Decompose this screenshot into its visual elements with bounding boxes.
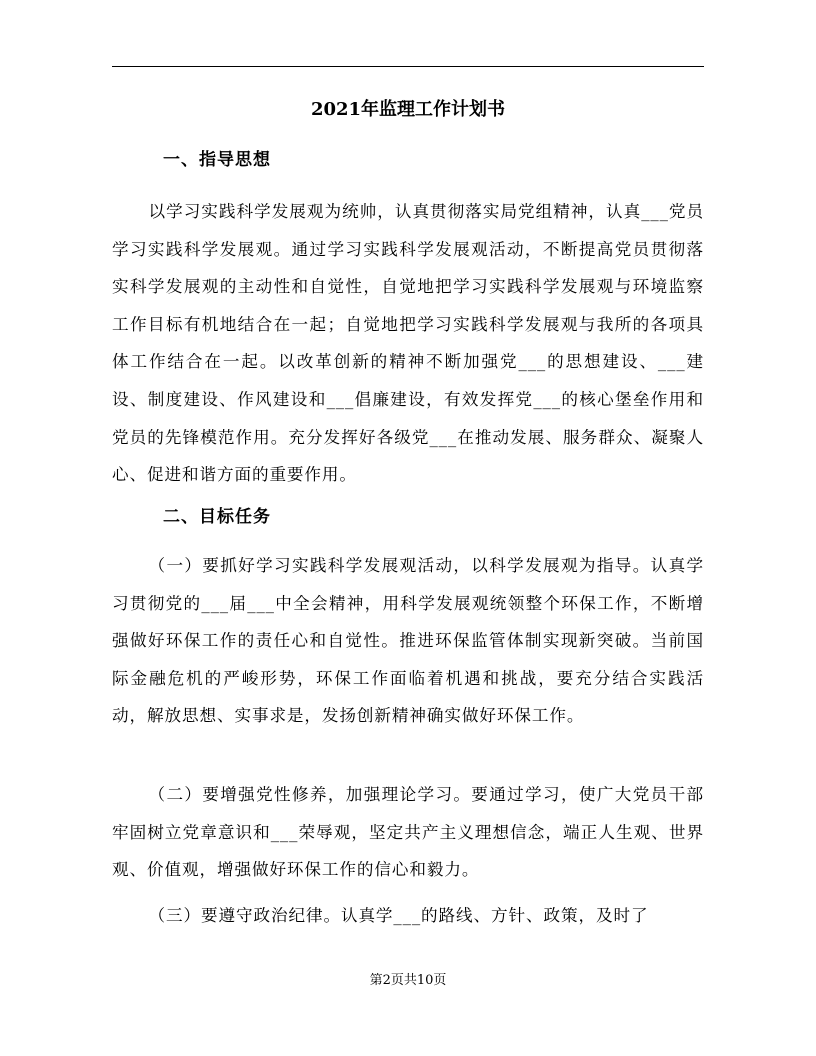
- paragraph-goal-3: （三）要遵守政治纪律。认真学___的路线、方针、政策，及时了: [148, 906, 649, 925]
- paragraph-guiding-ideology: 以学习实践科学发展观为统帅，认真贯彻落实局党组精神，认真___党员学习实践科学发展观。通过学习实践科学发展观活动，不断提高党员贯彻落实科学发展观的主动性和自觉性，自觉地把学习实践科学发展观与环境监察工作目标有机地结合在一起；自觉地把学习实践科学发展观与我所的各项具体工作结合在一起。以改革创新的精神不断加强党___的思想建设、___建设、制度建设、作风建设和___倡廉建设，有效发挥党___的核心堡垒作用和党员的先锋模范作用。充分发挥好各级党___在推动发展、服务群众、凝聚人心、促进和谐方面的重要作用。: [112, 202, 704, 485]
- section-heading-goals-tasks: 二、目标任务: [163, 507, 271, 527]
- paragraph-goal-2: （二）要增强党性修养，加强理论学习。要通过学习，使广大党员干部牢固树立党章意识和___荣辱观，坚定共产主义理想信念，端正人生观、世界观、价值观，增强做好环保工作的信心和毅力。: [112, 785, 704, 880]
- page-number-footer: 第2页共10页: [369, 973, 447, 988]
- header-rule: [112, 66, 704, 67]
- section-heading-guiding-ideology: 一、指导思想: [163, 150, 271, 170]
- paragraph-goal-1: （一）要抓好学习实践科学发展观活动，以科学发展观为指导。认真学习贯彻党的___届___中全会精神，用科学发展观统领整个环保工作，不断增强做好环保工作的责任心和自觉性。推进环保监管体制实现新突破。当前国际金融危机的严峻形势，环保工作面临着机遇和挑战，要充分结合实践活动，解放思想、实事求是，发扬创新精神确实做好环保工作。: [112, 556, 704, 726]
- document-title: 2021年监理工作计划书: [310, 99, 506, 120]
